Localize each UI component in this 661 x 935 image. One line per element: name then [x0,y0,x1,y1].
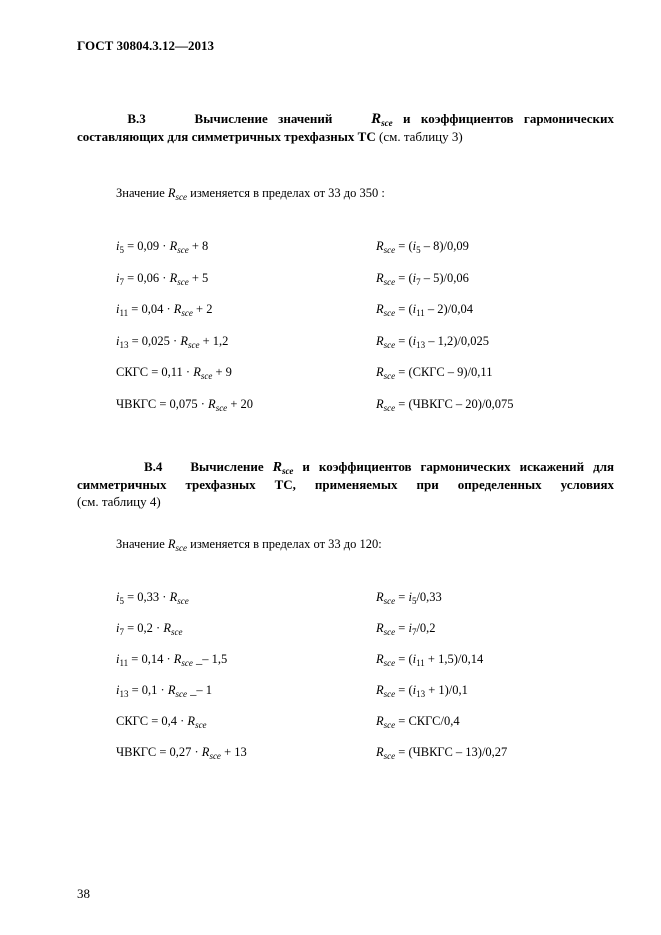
b3-eq-right-3: $R_{sce} = (i_{13} - 1,2)/0,025$ [376,333,489,350]
section-b4-title-line1: В.4 Вычисление $R_{sce}$ и коэффициентов гармонических искажений для [143,459,615,476]
section-b3-title-line2: составляющих для симметричных трехфазных ТС (см. таблицу 3) [77,129,463,144]
b3-eq-left-0: $i_5 = 0,09 \cdot R_{sce} + 8$ [116,239,209,255]
b3-eq-left-3: $i_{13} = 0,025 \cdot R_{sce} + 1,2$ [116,333,229,350]
b4-eq-left-2: $i_{11} = 0,14 \cdot R_{sce}$ _– 1,5 [116,652,228,668]
b4-eq-right-1: $R_{sce} = i_7/0,2$ [376,621,436,637]
b4-eq-right-5: $R_{sce}$ = (ЧВКГС – 13)/0,27 [376,745,508,761]
b4-eq-right-2: $R_{sce} = (i_{11} + 1,5)/0,14$ [376,652,484,668]
r-sce-symbol: $R_{sce}$ [272,460,294,476]
b3-eq-left-1: $i_7 = 0,06 \cdot R_{sce} + 5$ [116,270,209,287]
b4-eq-left-0: $i_5 = 0,33 \cdot R_{sce}$ [116,590,189,606]
b4-eq-left-1: $i_7 = 0,2 \cdot R_{sce}$ [116,621,183,637]
b4-eq-left-3: $i_{13} = 0,1 \cdot R_{sce}$ _– 1 [116,683,212,699]
section-b4-title [77,458,614,510]
b3-eq-right-2: $R_{sce} = (i_{11} - 2)/0,04$ [376,302,474,318]
b4-eq-right-4: $R_{sce}$ = СКГС/0,4 [376,714,460,730]
section-b4-title-line2: симметричных трехфазных ТС, применяемых при определенных условиях [77,477,614,492]
b4-eq-left-5: ЧВКГС = $0,27 \cdot R_{sce} + 13$ [116,745,247,761]
page-number: 38 [77,886,90,901]
section-b4-number: В.4 [143,459,163,474]
b4-eq-right-3: $R_{sce} = (i_{13} + 1)/0,1$ [376,683,468,699]
section-b3-title-text-b: и коэффициентов гармонических [403,111,615,126]
r-sce-symbol: $R_{sce}$ [371,111,393,128]
b4-eq-right-0: $R_{sce} = i_5/0,33$ [376,590,442,606]
b4-eq-left-4: СКГС = $0,4 \cdot R_{sce}$ [116,714,207,730]
b3-eq-left-5: ЧВКГС = $0,075 \cdot R_{sce} + 20$ [116,396,253,413]
b3-eq-right-4: $R_{sce}$ = (СКГС – 9)/0,11 [376,365,493,381]
section-b3-table-ref: (см. таблицу 3) [379,129,463,144]
section-b4-table-ref: (см. таблицу 4) [77,494,161,509]
b3-eq-right-1: $R_{sce} = (i_7 - 5)/0,06$ [376,270,469,287]
section-b4-range: Значение $R_{sce}$ изменяется в пределах от 33 до 120: [116,537,382,553]
section-b3-number: В.3 [127,111,146,126]
section-b3-title-line1 [77,110,614,128]
b3-eq-left-2: $i_{11} = 0,04 \cdot R_{sce} + 2$ [116,302,213,318]
section-b3-title-text-a: Вычисление значений [194,111,333,126]
section-b3-range: Значение $R_{sce}$ изменяется в пределах от 33 до 350 : [116,186,385,202]
b3-eq-left-4: СКГС = $0,11 \cdot R_{sce} + 9$ [116,365,232,381]
b3-eq-right-5: $R_{sce}$ = (ЧВКГС – 20)/0,075 [376,396,514,413]
section-b3-title [77,110,614,145]
document-header: ГОСТ 30804.3.12—2013 [77,38,215,53]
b3-eq-right-0: $R_{sce} = (i_5 - 8)/0,09$ [376,239,469,255]
